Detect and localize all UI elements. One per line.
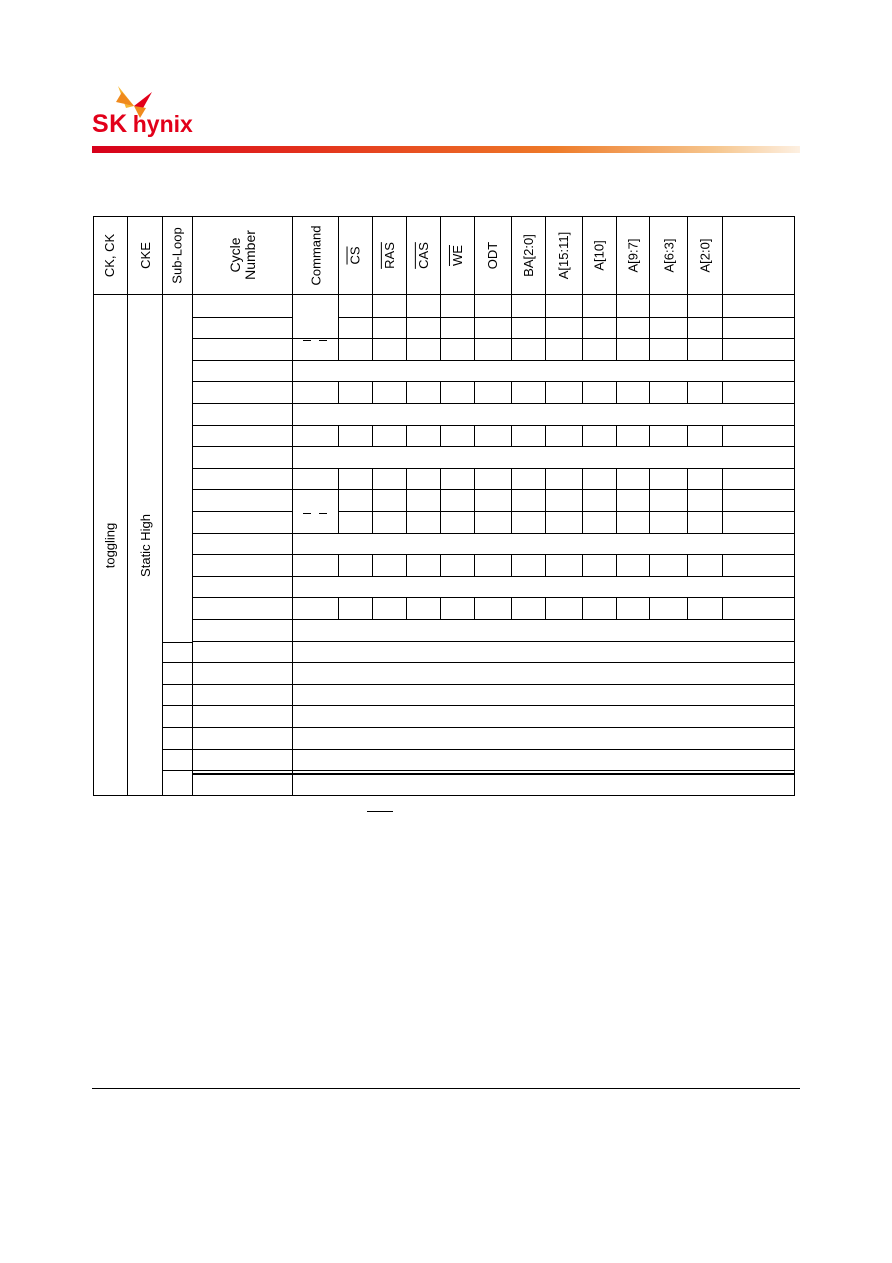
footer-rule xyxy=(92,1088,800,1089)
header-a63 xyxy=(650,216,687,294)
ck-toggling-label: toggling xyxy=(102,522,118,569)
header-ras-label: $\overline{RAS}$ xyxy=(381,241,397,269)
header-cke xyxy=(128,216,162,294)
header-subloop-label: Sub-Loop xyxy=(170,226,186,284)
cke-static-high-cell xyxy=(128,295,162,796)
header-a1511-label: A[15:11] xyxy=(556,231,572,279)
header-cycle-line1: Cycle xyxy=(226,237,243,273)
header-a10-label: A[10] xyxy=(591,239,607,271)
header-a97 xyxy=(617,216,649,294)
header-a20 xyxy=(688,216,722,294)
header-gradient-bar xyxy=(92,146,800,153)
header-odt-label: ODT xyxy=(485,241,501,269)
logo-hynix: hynix xyxy=(132,111,193,137)
header-last xyxy=(723,216,794,294)
header-cas xyxy=(407,216,440,294)
header-ba xyxy=(512,216,545,294)
ck-toggling-cell xyxy=(93,295,127,796)
cke-static-high-label: Static High xyxy=(137,514,153,577)
header-a97-label: A[9:7] xyxy=(625,238,641,272)
header-cs xyxy=(339,216,372,294)
header-ras xyxy=(373,216,406,294)
header-cke-label: CKE xyxy=(137,241,153,269)
logo-wordmark xyxy=(92,110,193,139)
overline-mark xyxy=(367,811,393,812)
header-cas-label: $\overline{CAS}$ xyxy=(415,241,431,269)
header-we-label: $\overline{WE}$ xyxy=(449,244,465,266)
command-table xyxy=(93,216,795,796)
header-we xyxy=(441,216,474,294)
header-command-label: Command xyxy=(308,225,323,285)
header-cycle-number xyxy=(193,216,292,294)
header-ck-label: CK, CK xyxy=(102,233,118,277)
logo-sk: SK xyxy=(92,110,128,138)
header-a20-label: A[2:0] xyxy=(697,238,713,272)
header-ck xyxy=(93,216,127,294)
table-grid xyxy=(93,216,795,796)
header-cs-label: $\overline{CS}$ xyxy=(348,245,363,265)
header-subloop xyxy=(163,216,192,294)
header-ba-label: BA[2:0] xyxy=(521,233,537,277)
header-a10 xyxy=(583,216,616,294)
header-command xyxy=(293,216,338,294)
header-a63-label: A[6:3] xyxy=(661,238,676,272)
sk-hynix-logo xyxy=(92,84,212,144)
header-a1511 xyxy=(546,216,582,294)
header-odt xyxy=(475,216,511,294)
header-cycle-number-label xyxy=(227,230,257,280)
header-cycle-line2: Number xyxy=(241,230,258,280)
